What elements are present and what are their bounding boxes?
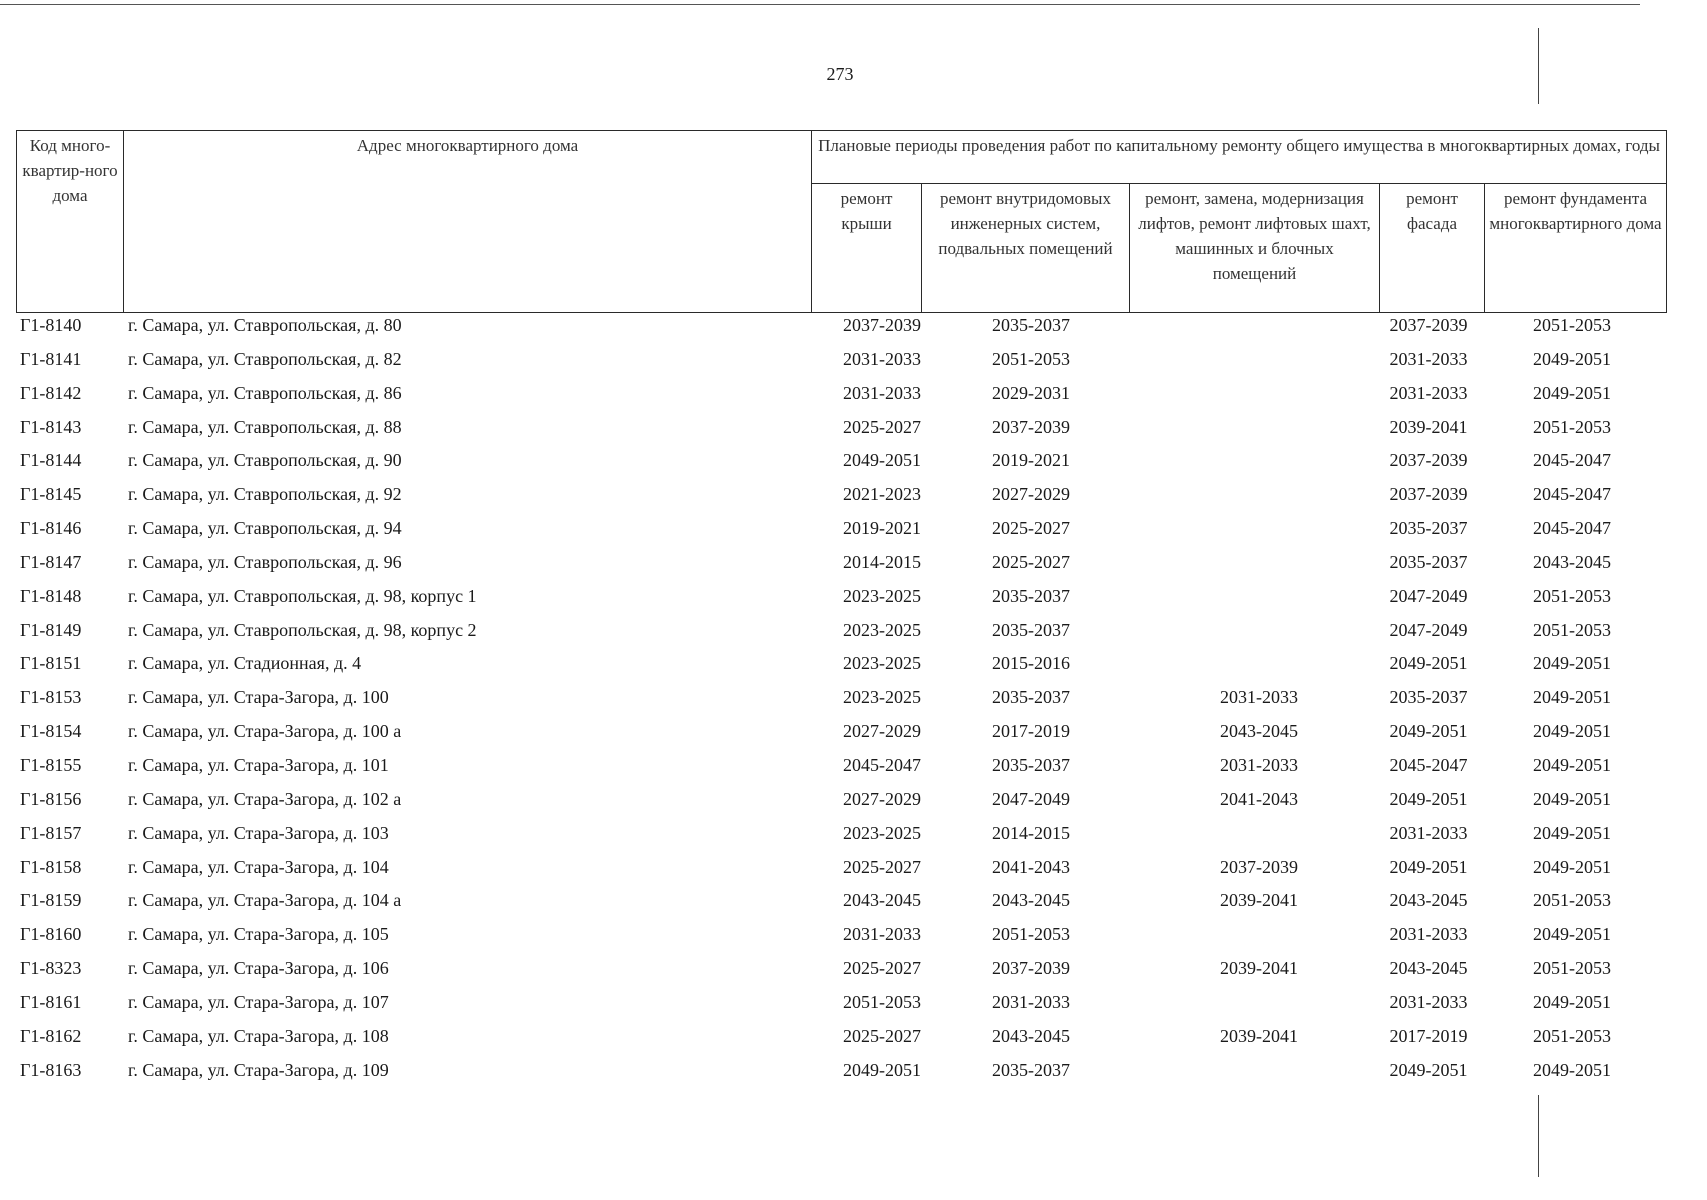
cell-facade: 2017-2019 [1389,1025,1468,1046]
cell-foundation: 2051-2053 [1533,619,1611,640]
cell-foundation: 2049-2051 [1533,348,1611,369]
cell-roof: 2025-2027 [843,856,921,877]
margin-mark-bottom [1538,1095,1539,1177]
cell-engineering: 2037-2039 [992,416,1070,437]
cell-roof: 2043-2045 [843,890,921,911]
cell-code: Г1-8146 [20,518,82,539]
table-row [16,444,1666,478]
cell-code: Г1-8141 [20,348,82,369]
cell-foundation: 2045-2047 [1533,450,1611,471]
cell-engineering: 2027-2029 [992,484,1070,505]
cell-engineering: 2051-2053 [992,348,1070,369]
cell-engineering: 2035-2037 [992,585,1070,606]
cell-foundation: 2049-2051 [1533,653,1611,674]
cell-roof: 2031-2033 [843,382,921,403]
cell-code: Г1-8159 [20,890,82,911]
header-table [16,130,1667,313]
cell-code: Г1-8144 [20,450,82,471]
cell-foundation: 2049-2051 [1533,687,1611,708]
cell-facade: 2037-2039 [1389,315,1468,335]
cell-address: г. Самара, ул. Стара-Загора, д. 102 а [128,788,402,809]
cell-facade: 2035-2037 [1389,551,1468,572]
cell-foundation: 2049-2051 [1533,382,1611,403]
cell-engineering: 2035-2037 [992,754,1070,775]
cell-roof: 2049-2051 [843,450,921,471]
cell-facade: 2035-2037 [1389,687,1468,708]
cell-foundation: 2045-2047 [1533,484,1611,505]
cell-facade: 2045-2047 [1389,754,1468,775]
cell-code: Г1-8149 [20,619,82,640]
cell-address: г. Самара, ул. Стара-Загора, д. 101 [128,754,389,775]
cell-code: Г1-8147 [20,551,82,572]
cell-code: Г1-8162 [20,1025,82,1046]
cell-lifts: 2039-2041 [1220,958,1298,979]
cell-roof: 2037-2039 [843,315,921,335]
cell-address: г. Самара, ул. Стара-Загора, д. 109 [128,1059,389,1080]
cell-roof: 2023-2025 [843,653,921,674]
cell-facade: 2039-2041 [1389,416,1468,437]
header-lifts: ремонт, замена, модернизация лифтов, ремонт лифтовых шахт, машинных и блочных помещений [1130,184,1380,313]
cell-engineering: 2037-2039 [992,958,1070,979]
margin-mark-top [1538,28,1539,104]
cell-address: г. Самара, ул. Ставропольская, д. 92 [128,484,402,505]
cell-roof: 2023-2025 [843,619,921,640]
table-row [16,986,1666,1020]
cell-code: Г1-8154 [20,721,82,742]
cell-roof: 2045-2047 [843,754,921,775]
cell-roof: 2014-2015 [843,551,921,572]
cell-engineering: 2041-2043 [992,856,1070,877]
cell-address: г. Самара, ул. Стара-Загора, д. 103 [128,822,389,843]
cell-foundation: 2051-2053 [1533,958,1611,979]
cell-address: г. Самара, ул. Стара-Загора, д. 104 а [128,890,402,911]
cell-foundation: 2051-2053 [1533,416,1611,437]
cell-engineering: 2043-2045 [992,890,1070,911]
cell-code: Г1-8155 [20,754,82,775]
header-code: Код много-квартир-ного дома [17,131,124,313]
cell-facade: 2047-2049 [1389,619,1468,640]
cell-engineering: 2043-2045 [992,1025,1070,1046]
cell-roof: 2027-2029 [843,721,921,742]
cell-address: г. Самара, ул. Ставропольская, д. 88 [128,416,402,437]
cell-lifts: 2041-2043 [1220,788,1298,809]
cell-engineering: 2017-2019 [992,721,1070,742]
cell-facade: 2035-2037 [1389,518,1468,539]
cell-code: Г1-8323 [20,958,82,979]
cell-engineering: 2031-2033 [992,991,1070,1012]
cell-facade: 2049-2051 [1389,856,1468,877]
cell-code: Г1-8143 [20,416,82,437]
cell-engineering: 2025-2027 [992,518,1070,539]
table-row [16,647,1666,681]
cell-address: г. Самара, ул. Стара-Загора, д. 105 [128,924,389,945]
header-address: Адрес многоквартирного дома [124,131,812,313]
table-row [16,1054,1666,1088]
cell-foundation: 2045-2047 [1533,518,1611,539]
cell-roof: 2021-2023 [843,484,921,505]
cell-engineering: 2051-2053 [992,924,1070,945]
cell-roof: 2023-2025 [843,585,921,606]
table-row [16,851,1666,885]
cell-facade: 2031-2033 [1389,348,1468,369]
cell-address: г. Самара, ул. Ставропольская, д. 94 [128,518,402,539]
cell-lifts: 2039-2041 [1220,1025,1298,1046]
cell-lifts: 2043-2045 [1220,721,1298,742]
cell-roof: 2025-2027 [843,1025,921,1046]
cell-engineering: 2035-2037 [992,619,1070,640]
cell-facade: 2031-2033 [1389,822,1468,843]
cell-code: Г1-8163 [20,1059,82,1080]
cell-foundation: 2049-2051 [1533,924,1611,945]
table-row [16,343,1666,377]
cell-lifts: 2031-2033 [1220,754,1298,775]
cell-foundation: 2051-2053 [1533,1025,1611,1046]
cell-foundation: 2049-2051 [1533,856,1611,877]
cell-address: г. Самара, ул. Ставропольская, д. 98, корпус 2 [128,619,477,640]
cell-address: г. Самара, ул. Ставропольская, д. 82 [128,348,402,369]
cell-code: Г1-8161 [20,991,82,1012]
cell-engineering: 2019-2021 [992,450,1070,471]
cell-lifts: 2039-2041 [1220,890,1298,911]
header-periods: Плановые периоды проведения работ по капитальному ремонту общего имущества в многоквартирных домах, годы [812,131,1667,184]
cell-lifts: 2037-2039 [1220,856,1298,877]
table-row [16,749,1666,783]
cell-address: г. Самара, ул. Стара-Загора, д. 104 [128,856,389,877]
cell-roof: 2025-2027 [843,958,921,979]
cell-code: Г1-8145 [20,484,82,505]
page-number: 273 [826,64,854,84]
table-header [16,130,1667,313]
cell-foundation: 2049-2051 [1533,721,1611,742]
table-row [16,614,1666,648]
cell-address: г. Самара, ул. Стадионная, д. 4 [128,653,362,674]
cell-engineering: 2047-2049 [992,788,1070,809]
cell-roof: 2023-2025 [843,822,921,843]
cell-address: г. Самара, ул. Ставропольская, д. 90 [128,450,402,471]
table-row [16,478,1666,512]
cell-roof: 2023-2025 [843,687,921,708]
cell-roof: 2049-2051 [843,1059,921,1080]
cell-facade: 2049-2051 [1389,1059,1468,1080]
cell-facade: 2031-2033 [1389,991,1468,1012]
table-row [16,309,1666,343]
cell-code: Г1-8148 [20,585,82,606]
cell-code: Г1-8158 [20,856,82,877]
header-engineering: ремонт внутридомовых инженерных систем, подвальных помещений [922,184,1130,313]
cell-roof: 2051-2053 [843,991,921,1012]
cell-engineering: 2035-2037 [992,687,1070,708]
cell-foundation: 2049-2051 [1533,788,1611,809]
table-row [16,1020,1666,1054]
table-row [16,411,1666,445]
cell-facade: 2037-2039 [1389,484,1468,505]
cell-engineering: 2035-2037 [992,1059,1070,1080]
cell-facade: 2049-2051 [1389,788,1468,809]
cell-roof: 2031-2033 [843,348,921,369]
cell-foundation: 2049-2051 [1533,991,1611,1012]
cell-facade: 2049-2051 [1389,653,1468,674]
table-row [16,715,1666,749]
table-row [16,681,1666,715]
cell-address: г. Самара, ул. Ставропольская, д. 96 [128,551,402,572]
cell-engineering: 2029-2031 [992,382,1070,403]
cell-address: г. Самара, ул. Стара-Загора, д. 108 [128,1025,389,1046]
table-row [16,918,1666,952]
cell-lifts: 2031-2033 [1220,687,1298,708]
cell-address: г. Самара, ул. Стара-Загора, д. 106 [128,958,389,979]
cell-foundation: 2049-2051 [1533,1059,1611,1080]
cell-roof: 2031-2033 [843,924,921,945]
cell-foundation: 2051-2053 [1533,315,1611,335]
cell-facade: 2031-2033 [1389,382,1468,403]
cell-address: г. Самара, ул. Ставропольская, д. 80 [128,315,402,335]
cell-engineering: 2035-2037 [992,315,1070,335]
table-row [16,884,1666,918]
cell-roof: 2025-2027 [843,416,921,437]
cell-engineering: 2025-2027 [992,551,1070,572]
cell-facade: 2047-2049 [1389,585,1468,606]
cell-address: г. Самара, ул. Стара-Загора, д. 100 а [128,721,402,742]
table-row [16,377,1666,411]
cell-facade: 2049-2051 [1389,721,1468,742]
header-foundation: ремонт фундамента многоквартирного дома [1485,184,1667,313]
cell-facade: 2043-2045 [1389,958,1468,979]
cell-code: Г1-8160 [20,924,82,945]
table-row [16,817,1666,851]
cell-foundation: 2049-2051 [1533,754,1611,775]
cell-address: г. Самара, ул. Ставропольская, д. 98, корпус 1 [128,585,477,606]
table-row [16,580,1666,614]
cell-roof: 2027-2029 [843,788,921,809]
cell-facade: 2037-2039 [1389,450,1468,471]
cell-engineering: 2014-2015 [992,822,1070,843]
cell-foundation: 2049-2051 [1533,822,1611,843]
table-row [16,512,1666,546]
cell-address: г. Самара, ул. Ставропольская, д. 86 [128,382,402,403]
table-row [16,546,1666,580]
cell-code: Г1-8151 [20,653,82,674]
cell-code: Г1-8140 [20,315,82,335]
cell-code: Г1-8142 [20,382,82,403]
top-rule [0,4,1640,5]
header-facade: ремонт фасада [1380,184,1485,313]
cell-foundation: 2051-2053 [1533,890,1611,911]
cell-address: г. Самара, ул. Стара-Загора, д. 107 [128,991,389,1012]
cell-address: г. Самара, ул. Стара-Загора, д. 100 [128,687,389,708]
header-roof: ремонт крыши [812,184,922,313]
cell-code: Г1-8157 [20,822,82,843]
cell-code: Г1-8153 [20,687,82,708]
table-row [16,783,1666,817]
table-row [16,952,1666,986]
table-body [16,309,1666,1087]
cell-facade: 2031-2033 [1389,924,1468,945]
cell-engineering: 2015-2016 [992,653,1070,674]
cell-foundation: 2043-2045 [1533,551,1611,572]
cell-roof: 2019-2021 [843,518,921,539]
cell-code: Г1-8156 [20,788,82,809]
cell-foundation: 2051-2053 [1533,585,1611,606]
cell-facade: 2043-2045 [1389,890,1468,911]
